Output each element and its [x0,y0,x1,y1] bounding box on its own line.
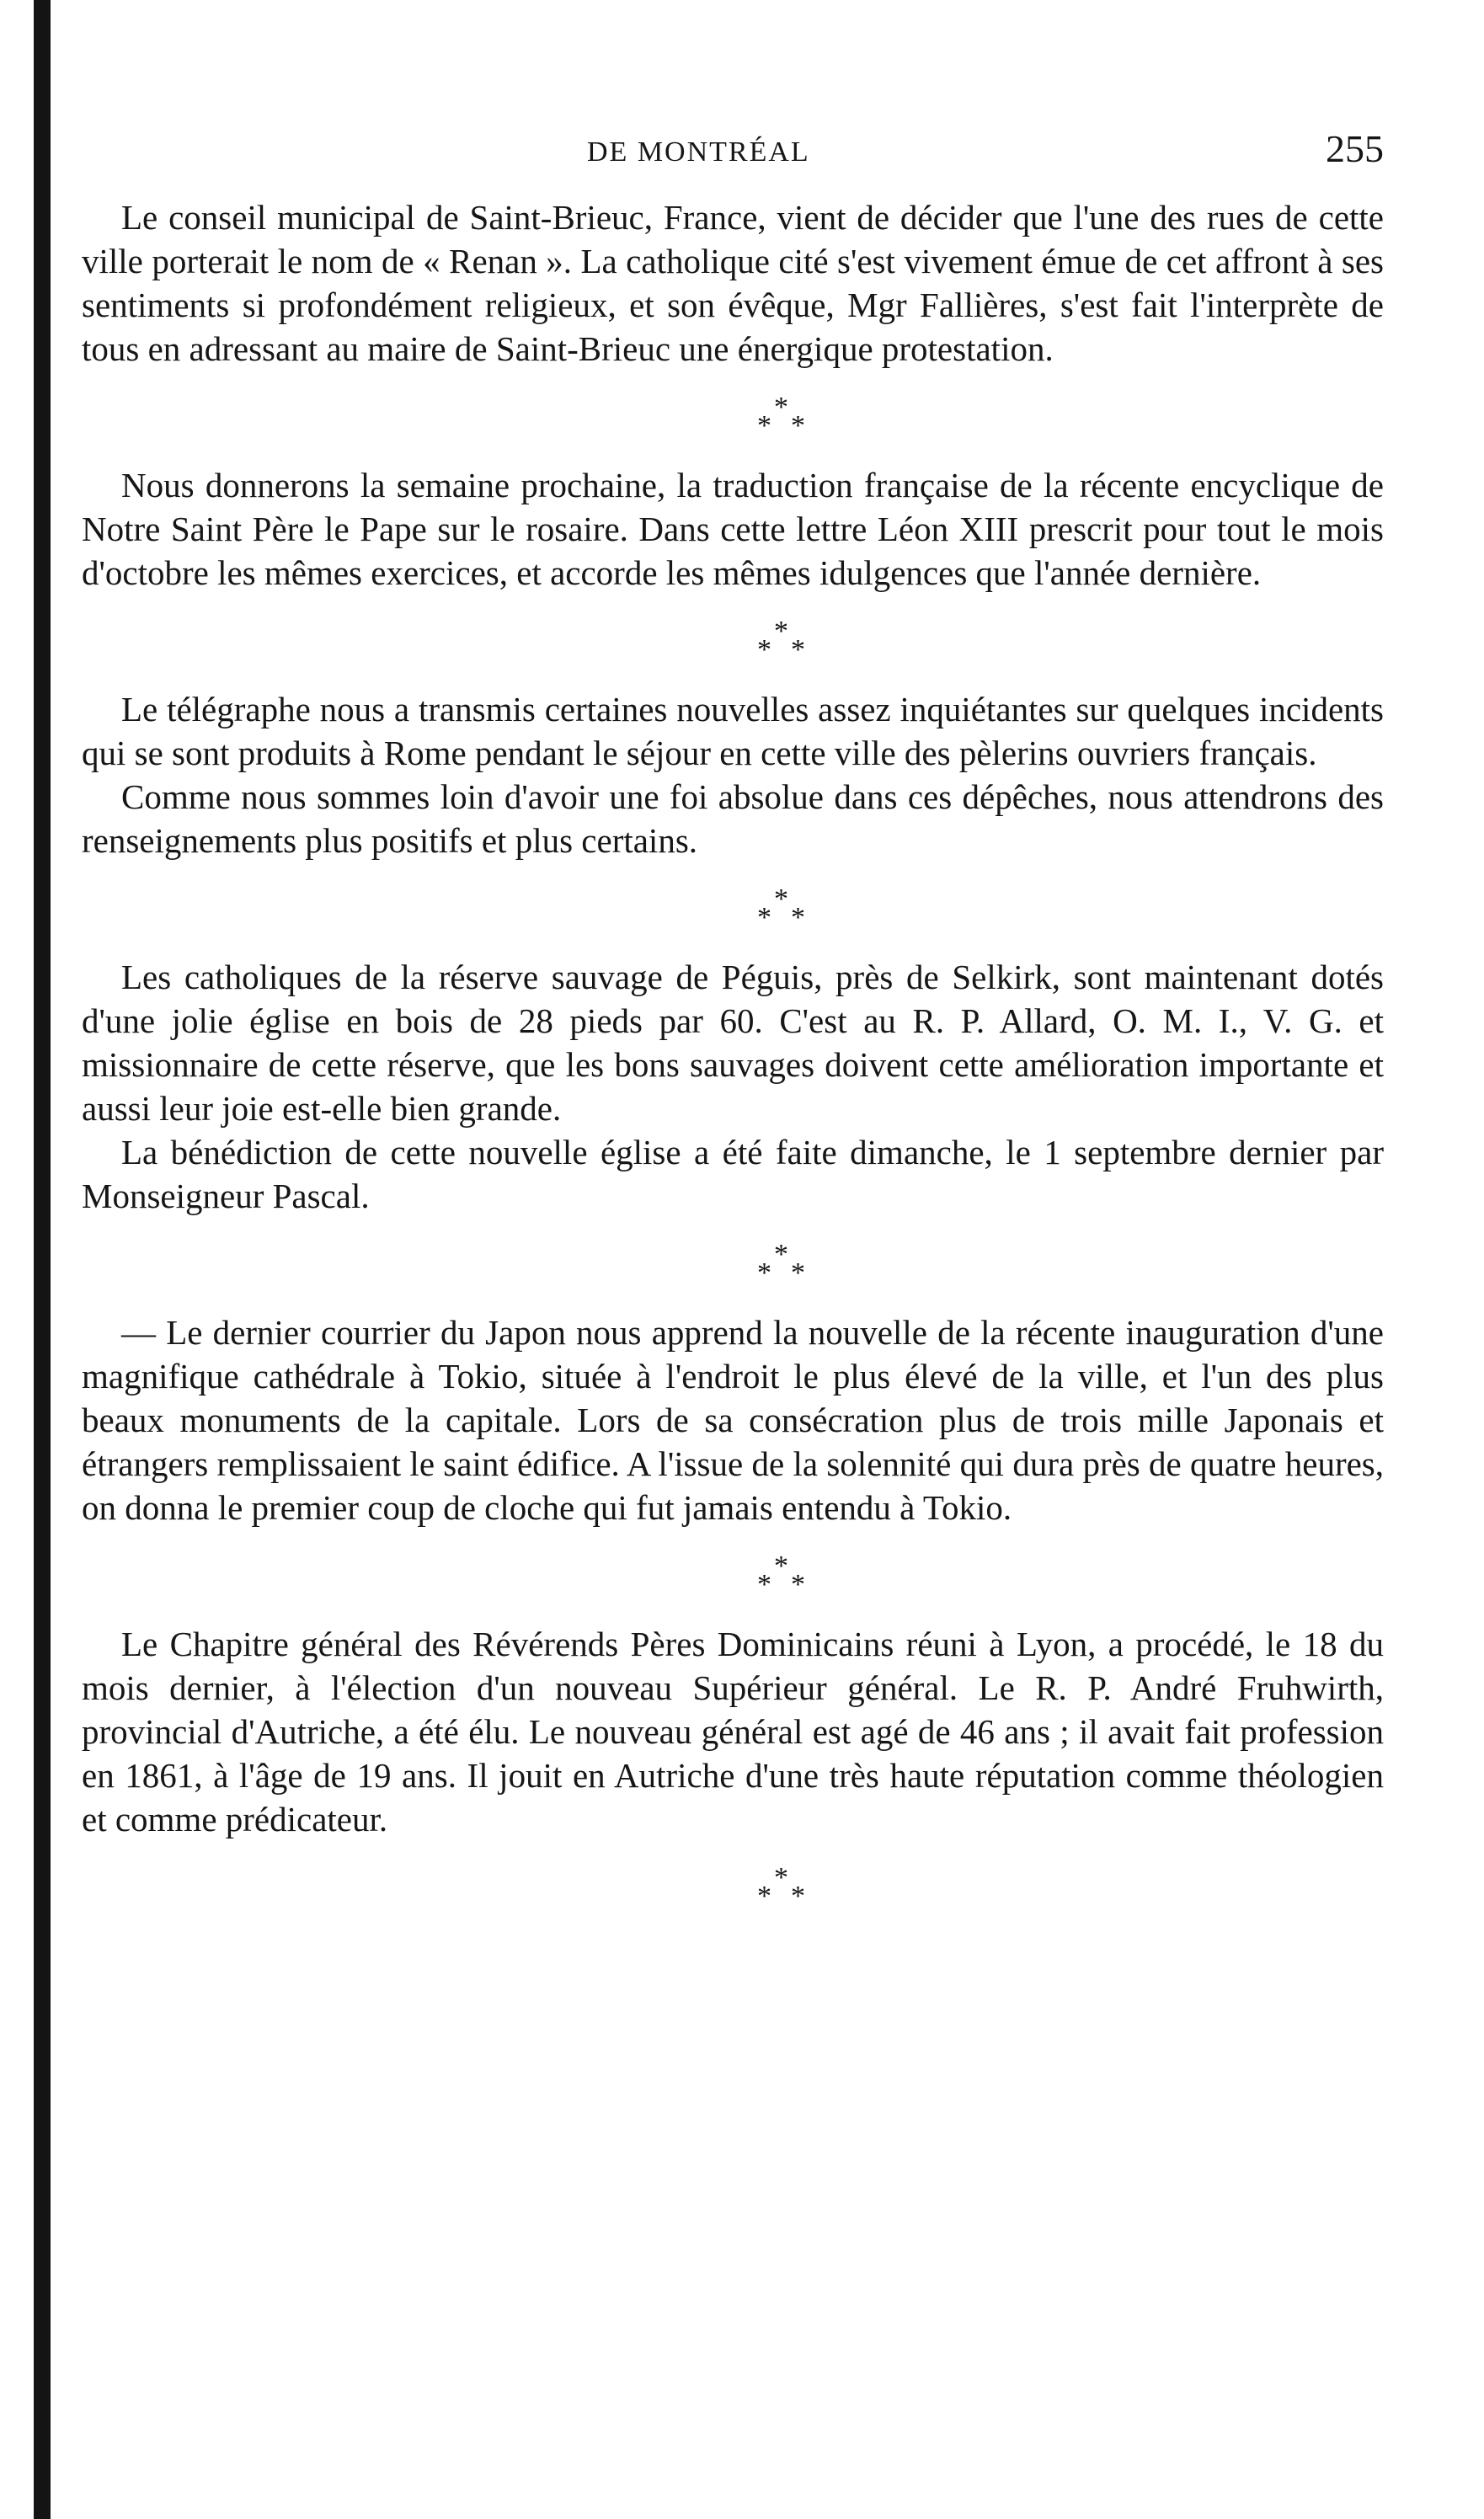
paragraph: Le Chapitre général des Révérends Pères Dominicains réuni à Lyon, a procédé, le 18 du mois dernier, à l'élection d'un nouveau Supérieur général. Le R. P. André Fruhwirth, provincial d'Autriche, a été élu. Le nouveau général est agé de 46 ans ; il avait fait profession en 1861, à l'âge de 19 ans. Il jouit en Autriche d'une très haute réputation comme théologien et comme prédicateur. [82,1625,1384,1839]
paragraph: Nous donnerons la semaine prochaine, la traduction française de la récente encyclique de Notre Saint Père le Pape sur le rosaire. Dans cette lettre Léon XIII prescrit pour tout le mois d'octobre les mêmes exercices, et accorde les mêmes idulgences que l'année dernière. [82,466,1384,592]
paragraph: La bénédiction de cette nouvelle église a été faite dimanche, le 1 septembre dernier par Monseigneur Pascal. [82,1133,1384,1215]
paragraph: Les catholiques de la réserve sauvage de Péguis, près de Selkirk, sont maintenant dotés d'une jolie église en bois de 28 pieds par 60. C'est au R. P. Allard, O. M. I., V. G. et missionnaire de cette réserve, que les bons sauvages doivent cette amélioration importante et aussi leur joie est-elle bien grande. [82,958,1384,1128]
asterism-icon: * * * [757,1862,805,1912]
news-item-saint-brieuc [82,195,1384,371]
running-head: DE MONTRÉAL [587,136,810,168]
asterism-icon: * * * [757,1239,805,1289]
paragraph: Le télégraphe nous a transmis certaines nouvelles assez inquiétantes sur quelques incidents qui se sont produits à Rome pendant le séjour en cette ville des pèlerins ouvriers français. [82,690,1384,772]
book-spine-shadow [34,0,51,2519]
asterism-icon: * * * [757,392,805,441]
news-item-encyclical [82,463,1384,595]
news-item-rome [82,687,1384,862]
page-number: 255 [1326,127,1384,170]
asterism-separator [82,1529,1384,1622]
page-body [82,195,1384,1934]
asterism-icon: * * * [757,616,805,665]
asterism-separator [82,862,1384,955]
asterism-separator [82,1218,1384,1310]
asterism-icon: * * * [757,1550,805,1600]
paragraph: — Le dernier courrier du Japon nous apprend la nouvelle de la récente inauguration d'une magnifique cathédrale à Tokio, située à l'endroit le plus élevé de la ville, et l'un des plus beaux monuments de la capitale. Lors de sa consécration plus de trois mille Japonais et étrangers remplissaient le saint édifice. A l'issue de la solennité qui dura près de quatre heures, on donna le premier coup de cloche qui fut jamais entendu à Tokio. [82,1313,1384,1527]
asterism-separator [82,595,1384,687]
news-item-dominicans [82,1622,1384,1841]
asterism-separator [82,1841,1384,1934]
paragraph: Le conseil municipal de Saint-Brieuc, France, vient de décider que l'une des rues de cette ville porterait le nom de « Renan ». La catholique cité s'est vivement émue de cet affront à ses sentiments si profondément religieux, et son évêque, Mgr Fallières, s'est fait l'interprète de tous en adressant au maire de Saint-Brieuc une énergique protestation. [82,198,1384,368]
asterism-separator [82,371,1384,463]
paragraph: Comme nous sommes loin d'avoir une foi absolue dans ces dépêches, nous attendrons des renseignements plus positifs et plus certains. [82,777,1384,860]
asterism-icon: * * * [757,883,805,933]
news-item-peguis [82,955,1384,1218]
page-header [82,126,1384,180]
news-item-tokio [82,1310,1384,1529]
